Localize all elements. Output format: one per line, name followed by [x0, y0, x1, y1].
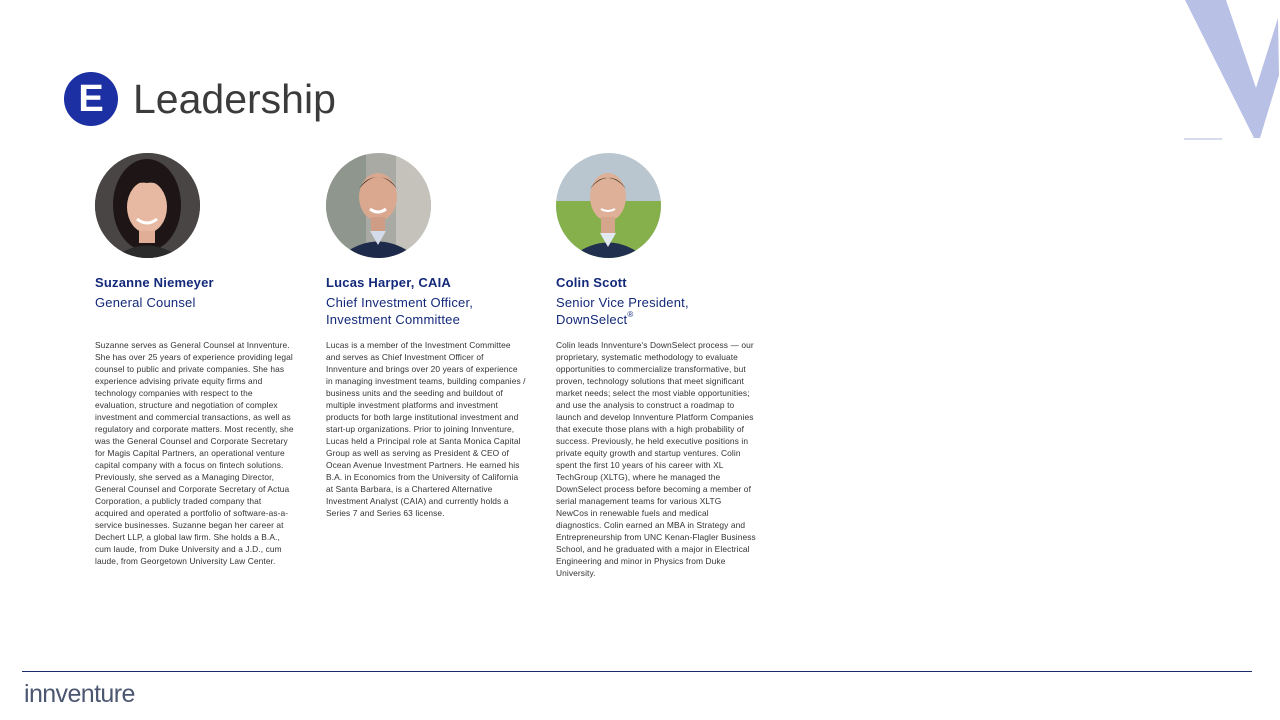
- person-bio: Colin leads Innventure's DownSelect process — our proprietary, systematic methodology to evaluate opportunities to commercialize transformative, but proven, technology solutions that meet significant market needs; select the most viable opportunities; and use the analysis to construct a roadmap to launch and develop Innventure Platform Companies that execute those plans with a high probability of success. Previously, he held executive positions in private equity growth and startup ventures. Colin spent the first 10 years of his career with XL TechGroup (XLTG), where he managed the DownSelect process before becoming a member of serial management teams for various XLTG NewCos in renewable fuels and medical diagnostics. Colin earned an MBA in Strategy and Entrepreneurship from UNC Kenan-Flagler Business School, and he graduated with a major in Electrical Engineering and minor in Physics from Duke University.: [556, 340, 756, 578]
- person-name: Lucas Harper, CAIA: [326, 275, 451, 290]
- section-badge: E: [64, 72, 118, 126]
- leader-card: [556, 153, 760, 579]
- person-bio: Suzanne serves as General Counsel at Innventure. She has over 25 years of experience providing legal counsel to public and private companies. She has experience advising private equity firms and technology companies with respect to the evaluation, structure and negotiation of complex investment and commercial transactions, as well as regulatory and corporate matters. Most recently, she was the General Counsel and Corporate Secretary for Magis Capital Partners, an operational venture capital company with a focus on fintech solutions. Previously, she served as a Managing Director, General Counsel and Corporate Secretary of Actua Corporation, a publicly traded company that acquired and operated a portfolio of software-as-a-service businesses. Suzanne began her career at Dechert LLP, a global law firm. She holds a B.A., cum laude, from Duke University and a J.D., cum laude, from Georgetown University Law Center.: [95, 340, 294, 566]
- registered-mark: ®: [627, 310, 634, 319]
- person-role: [556, 294, 760, 328]
- person-name: Colin Scott: [556, 275, 627, 290]
- leader-card: [326, 153, 530, 519]
- avatar: [95, 153, 200, 258]
- person-role: General Counsel: [95, 295, 196, 310]
- leader-card: [95, 153, 299, 567]
- footer-divider: [22, 671, 1252, 672]
- person-name: Suzanne Niemeyer: [95, 275, 214, 290]
- avatar: [326, 153, 431, 258]
- person-role: Chief Investment Officer, Investment Committee: [326, 295, 474, 327]
- person-bio: Lucas is a member of the Investment Committee and serves as Chief Investment Officer of Innventure and brings over 20 years of experience in managing investment teams, building companies / business units and the seeding and buildout of multiple investment platforms and investment products for both large institutional investment and start-up organizations. Prior to joining Innventure, Lucas held a Principal role at Santa Monica Capital Group as well as serving as President & CEO of Ocean Avenue Investment Partners. He earned his B.A. in Economics from the University of California at Santa Barbara, is a Chartered Alternative Investment Analyst (CAIA) and currently holds a Series 7 and Series 63 license.: [326, 340, 526, 518]
- avatar: [556, 153, 661, 258]
- page-title: Leadership: [133, 76, 336, 122]
- corner-v-decoration: [1180, 0, 1280, 145]
- person-role-text: Senior Vice President, DownSelect: [556, 295, 689, 327]
- innventure-logo: innventure: [24, 680, 135, 708]
